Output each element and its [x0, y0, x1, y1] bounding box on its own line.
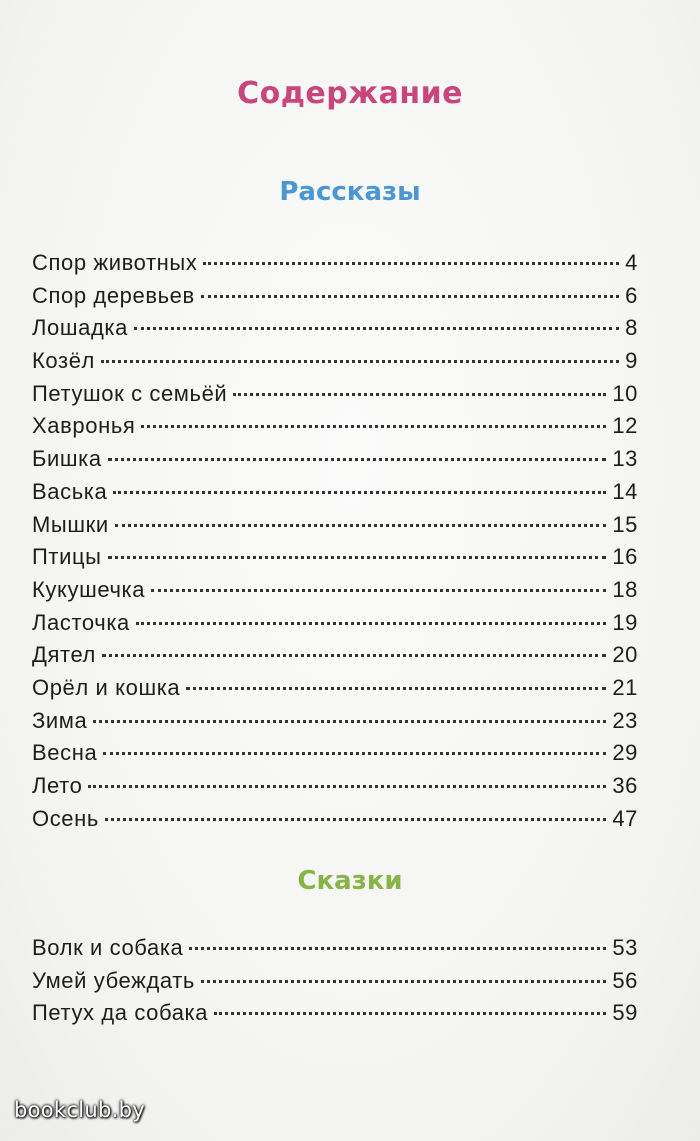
dot-leader	[88, 785, 606, 788]
toc-entry	[32, 413, 638, 446]
toc-entry	[32, 479, 638, 512]
toc-entry-title: Петушок с семьёй	[32, 380, 228, 406]
toc-entry-title: Умей убеждать	[32, 967, 195, 993]
toc-entry-title: Мышки	[32, 511, 109, 537]
dot-leader	[134, 327, 619, 330]
dot-leader	[108, 458, 607, 461]
toc-entry-title: Лето	[32, 773, 83, 798]
toc-entry	[32, 283, 638, 316]
toc-entry-title: Спор деревьев	[32, 282, 195, 308]
toc-entry-title: Волк и собака	[32, 935, 184, 960]
dot-leader	[108, 556, 607, 559]
page-title: Содержание	[237, 76, 463, 111]
dot-leader	[203, 262, 619, 265]
toc-entry	[32, 935, 638, 968]
toc-entry-title: Весна	[32, 740, 98, 766]
toc-entry-page-number: 14	[612, 478, 638, 504]
toc-entry-title: Козёл	[32, 348, 95, 374]
dot-leader	[101, 360, 619, 363]
dot-leader	[136, 622, 606, 625]
dot-leader	[115, 524, 607, 527]
toc-entry-page-number: 29	[612, 740, 638, 766]
dot-leader	[201, 980, 606, 983]
toc-entry-page-number: 19	[612, 609, 638, 635]
toc-entry	[32, 1000, 638, 1033]
dot-leader	[233, 393, 606, 396]
toc-entry-title: Птицы	[32, 544, 102, 570]
dot-leader	[113, 491, 606, 494]
dot-leader	[105, 818, 606, 821]
toc-entry-page-number: 47	[612, 805, 638, 831]
toc-entry	[32, 315, 638, 348]
toc-entry-title: Орёл и кошка	[32, 674, 181, 700]
toc-entry-title: Васька	[32, 478, 108, 504]
dot-leader	[151, 589, 606, 592]
toc-entry	[32, 348, 638, 381]
toc-entry	[32, 544, 638, 577]
toc-entry-page-number: 53	[612, 935, 638, 960]
toc-entry-title: Ласточка	[32, 609, 130, 635]
toc-entry	[32, 675, 638, 708]
toc-entry	[32, 642, 638, 675]
watermark-text: bookclub.by	[14, 1098, 145, 1122]
toc-entry	[32, 250, 638, 283]
toc-entry	[32, 610, 638, 643]
toc-entry-page-number: 23	[612, 707, 638, 733]
toc-entry-title: Лошадка	[32, 315, 128, 341]
dot-leader	[214, 1012, 606, 1015]
toc-entry-page-number: 13	[612, 446, 638, 472]
toc-entry-title: Бишка	[32, 446, 102, 472]
toc-entry	[32, 740, 638, 773]
toc-entry-page-number: 56	[612, 967, 638, 993]
toc-entry-title: Спор животных	[32, 250, 198, 275]
toc-entry	[32, 577, 638, 610]
toc-entry-title: Хавронья	[32, 413, 136, 439]
toc-entry	[32, 446, 638, 479]
toc-entry	[32, 968, 638, 1001]
toc-entry	[32, 381, 638, 414]
toc-entry-page-number: 12	[612, 413, 638, 439]
section-heading-stories: Рассказы	[279, 177, 421, 207]
dot-leader	[102, 654, 606, 657]
toc-list-tales	[32, 935, 638, 1033]
toc-entry-title: Дятел	[32, 642, 96, 668]
toc-list-stories	[32, 250, 638, 838]
toc-entry-title: Петух да собака	[32, 1000, 209, 1026]
toc-entry	[32, 773, 638, 806]
toc-entry-title: Осень	[32, 805, 99, 831]
toc-entry-page-number: 59	[612, 1000, 638, 1026]
toc-entry-page-number: 8	[625, 315, 638, 341]
dot-leader	[141, 425, 606, 428]
toc-entry-page-number: 4	[625, 250, 638, 275]
toc-entry	[32, 708, 638, 741]
section-heading-tales: Сказки	[297, 866, 403, 896]
toc-entry-page-number: 16	[612, 544, 638, 570]
toc-entry-page-number: 20	[612, 642, 638, 668]
dot-leader	[189, 947, 606, 950]
toc-entry-page-number: 6	[625, 282, 638, 308]
dot-leader	[103, 752, 606, 755]
toc-entry-title: Кукушечка	[32, 576, 146, 602]
toc-entry-page-number: 18	[612, 576, 638, 602]
dot-leader	[201, 295, 619, 298]
toc-entry-page-number: 10	[612, 380, 638, 406]
dot-leader	[93, 720, 606, 723]
toc-entry	[32, 806, 638, 839]
toc-entry-title: Зима	[32, 707, 88, 733]
toc-entry	[32, 512, 638, 545]
dot-leader	[186, 687, 606, 690]
toc-entry-page-number: 21	[612, 674, 638, 700]
toc-entry-page-number: 36	[612, 773, 638, 798]
toc-entry-page-number: 15	[612, 511, 638, 537]
toc-entry-page-number: 9	[625, 348, 638, 374]
